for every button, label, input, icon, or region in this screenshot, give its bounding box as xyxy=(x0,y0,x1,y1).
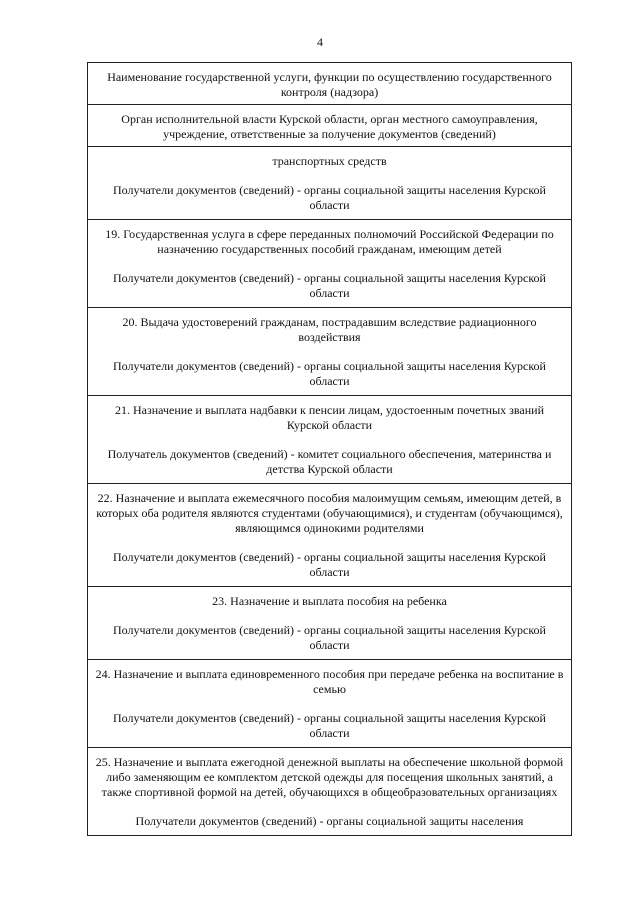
service-recipient: Получатель документов (сведений) - комитет социального обеспечения, материнства и детства Курской области xyxy=(107,447,552,476)
services-table xyxy=(87,62,572,836)
table-row xyxy=(88,220,571,308)
service-title: транспортных средств xyxy=(272,154,387,168)
service-recipient: Получатели документов (сведений) - органы социальной защиты населения Курской области xyxy=(113,271,546,300)
table-header-col2 xyxy=(88,105,571,147)
service-recipient: Получатели документов (сведений) - органы социальной защиты населения Курской области xyxy=(113,711,546,740)
service-recipient: Получатели документов (сведений) - органы социальной защиты населения Курской области xyxy=(113,550,546,579)
table-row xyxy=(88,748,571,836)
service-recipient: Получатели документов (сведений) - органы социальной защиты населения Курской области xyxy=(113,183,546,212)
service-title: 24. Назначение и выплата единовременного пособия при передаче ребенка на воспитание в семью xyxy=(95,667,564,696)
table-row xyxy=(88,660,571,748)
service-title: 20. Выдача удостоверений гражданам, пострадавшим вследствие радиационного воздействия xyxy=(122,315,537,344)
service-title: 23. Назначение и выплата пособия на ребенка xyxy=(212,594,447,608)
table-header-col1 xyxy=(88,63,571,105)
service-recipient: Получатели документов (сведений) - органы социальной защиты населения xyxy=(135,814,524,828)
table-row xyxy=(88,587,571,660)
service-title: 25. Назначение и выплата ежегодной денежной выплаты на обеспечение школьной формой либо заменяющим ее комплектом детской одежды для посещения школьных занятий, а также спортивной формой на детей, обучающихся в общеобразовательных организациях xyxy=(95,755,564,799)
service-title: 22. Назначение и выплата ежемесячного пособия малоимущим семьям, имеющим детей, в которых оба родителя являются студентами (обучающимися), и студентам (обучающимся), являющимся одинокими родителями xyxy=(96,491,563,535)
service-title: 19. Государственная услуга в сфере переданных полномочий Российской Федерации по назначению государственных пособий гражданам, имеющим детей xyxy=(105,227,554,256)
table-row xyxy=(88,396,571,484)
table-row xyxy=(88,147,571,220)
header-col2-text: Орган исполнительной власти Курской области, орган местного самоуправления, учреждение, ответственные за получение документов (сведений) xyxy=(121,112,538,141)
table-row xyxy=(88,484,571,587)
table-row xyxy=(88,308,571,396)
service-recipient: Получатели документов (сведений) - органы социальной защиты населения Курской области xyxy=(113,359,546,388)
service-title: 21. Назначение и выплата надбавки к пенсии лицам, удостоенным почетных званий Курской области xyxy=(114,403,545,432)
page-number: 4 xyxy=(317,35,323,49)
service-recipient: Получатели документов (сведений) - органы социальной защиты населения Курской области xyxy=(113,623,546,652)
header-col1-text: Наименование государственной услуги, функции по осуществлению государственного контроля (надзора) xyxy=(107,70,552,99)
